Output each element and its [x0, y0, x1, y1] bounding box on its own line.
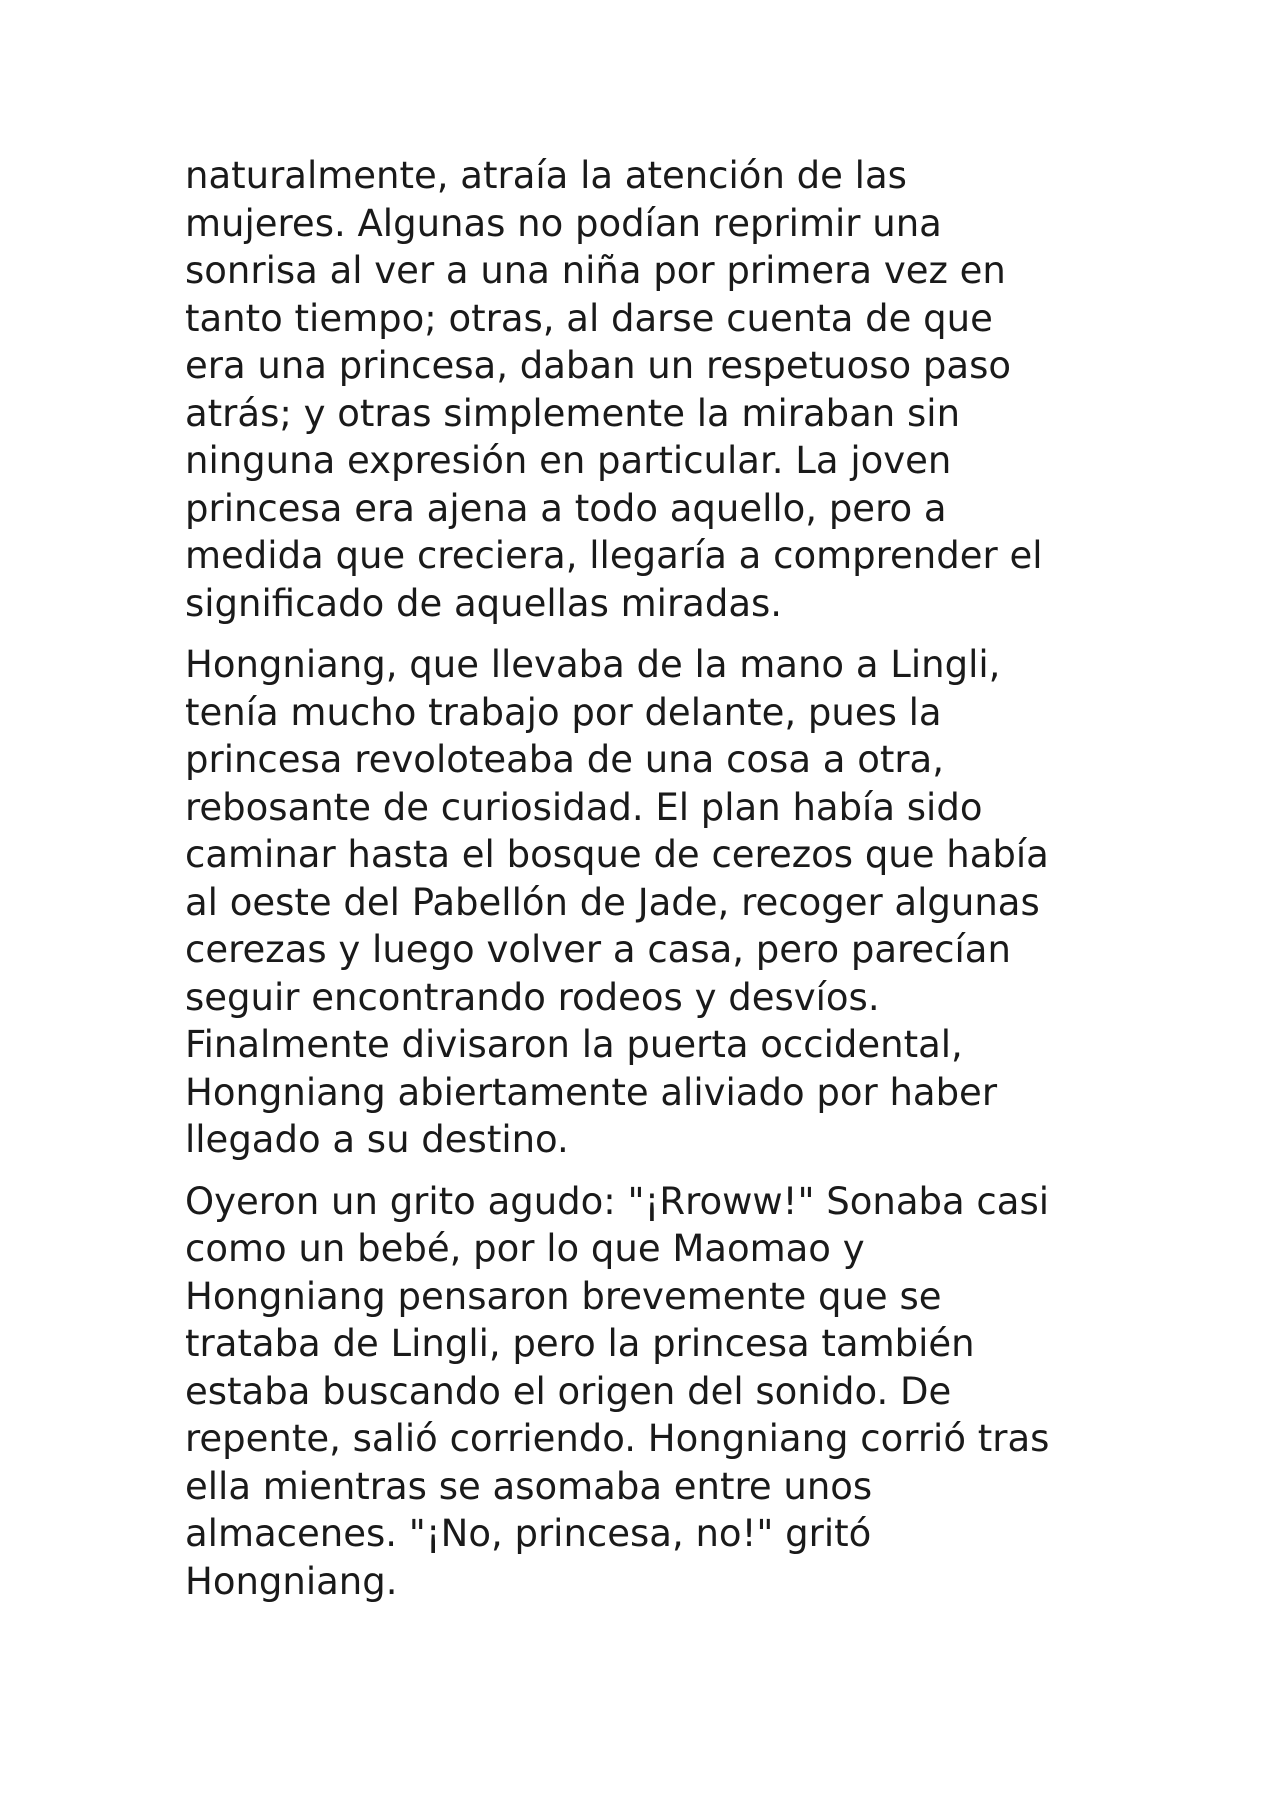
paragraph-1: naturalmente, atraía la atención de las mujeres. Algunas no podían reprimir una sonrisa al ver a una niña por primera vez en tanto tiempo; otras, al darse cuenta de que era una princesa, daban un respetuoso paso atrás; y otras simplemente la miraban sin ninguna expresión en particular. La joven princesa era ajena a todo aquello, pero a medida que creciera, llegaría a comprender el significado de aquellas miradas.	[185, 154, 1043, 625]
paragraph-2: Hongniang, que llevaba de la mano a Lingli, tenía mucho trabajo por delante, pues la princesa revoloteaba de una cosa a otra, rebosante de curiosidad. El plan había sido caminar hasta el bosque de cerezos que había al oeste del Pabellón de Jade, recoger algunas cerezas y luego volver a casa, pero parecían seguir encontrando rodeos y desvíos. Finalmente divisaron la puerta occidental, Hongniang abiertamente aliviado por haber llegado a su destino.	[185, 643, 1049, 1161]
paragraph-3: Oyeron un grito agudo: "¡Rroww!" Sonaba casi como un bebé, por lo que Maomao y Hongniang pensaron brevemente que se trataba de Lingli, pero la princesa también estaba buscando el origen del sonido. De repente, salió corriendo. Hongniang corrió tras ella mientras se asomaba entre unos almacenes. "¡No, princesa, no!" gritó Hongniang.	[185, 1179, 1050, 1603]
body-text	[185, 152, 1125, 1619]
